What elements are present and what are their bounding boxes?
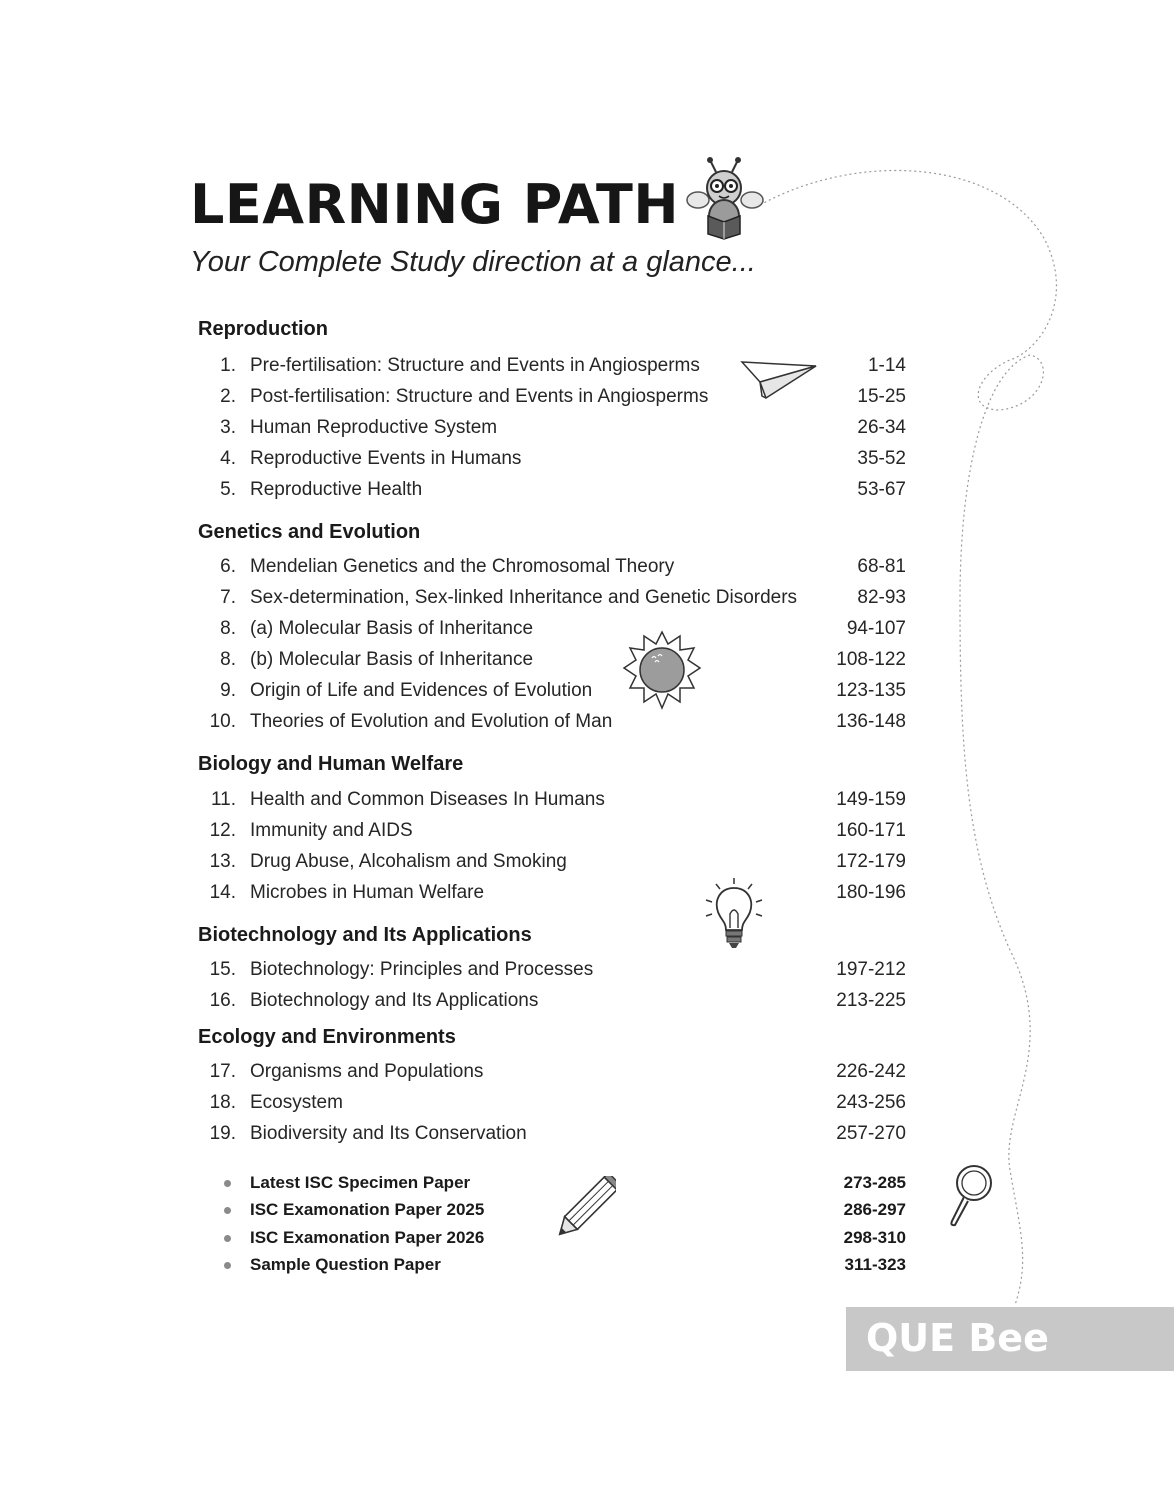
extra-paper-pages: 273-285 (843, 1173, 906, 1192)
brand-footer (846, 1307, 1174, 1371)
bee-icon (686, 156, 764, 240)
bullet-icon (224, 1207, 231, 1214)
chapter-pages: 243-256 (836, 1092, 906, 1113)
bullet-icon (224, 1262, 231, 1269)
chapter-name: (a) Molecular Basis of Inheritance (250, 618, 534, 639)
extra-paper-pages: 311-323 (844, 1255, 906, 1274)
bullet-icon (224, 1235, 231, 1242)
pencil-icon (550, 1176, 616, 1246)
chapter-name: Drug Abuse, Alcohalism and Smoking (250, 851, 567, 872)
sun-icon (622, 630, 702, 710)
chapter-row (200, 555, 906, 579)
chapter-row (200, 958, 906, 982)
chapter-name: Biodiversity and Its Conservation (250, 1123, 527, 1144)
chapter-pages: 160-171 (836, 820, 906, 841)
chapter-name: Health and Common Diseases In Humans (250, 789, 605, 810)
chapter-pages: 1-14 (867, 355, 906, 376)
chapter-row (200, 1122, 906, 1146)
chapter-pages: 53-67 (857, 479, 906, 500)
chapter-name: Pre-fertilisation: Structure and Events in Angiosperms (250, 355, 700, 376)
chapter-number: 11. (210, 789, 236, 810)
extra-paper-name: ISC Examonation Paper 2025 (250, 1200, 485, 1219)
chapter-name: Theories of Evolution and Evolution of Man (250, 711, 613, 732)
chapter-number: 8. (220, 618, 236, 639)
chapter-name: Sex-determination, Sex-linked Inheritance and Genetic Disorders (250, 587, 798, 608)
chapter-pages: 257-270 (836, 1123, 906, 1144)
chapter-pages: 213-225 (836, 990, 906, 1011)
chapter-row (200, 679, 906, 703)
chapter-name: Human Reproductive System (250, 417, 498, 438)
light-bulb-icon (702, 876, 766, 952)
chapter-number: 3. (220, 417, 236, 438)
chapter-name: Ecosystem (250, 1092, 343, 1113)
chapter-pages: 82-93 (857, 587, 906, 608)
chapter-number: 10. (209, 711, 236, 732)
chapter-pages: 94-107 (846, 618, 906, 639)
chapter-name: Reproductive Health (250, 479, 423, 500)
chapter-number: 5. (220, 479, 236, 500)
section-title-biotechnology: Biotechnology and Its Applications (198, 924, 532, 946)
chapter-pages: 172-179 (836, 851, 906, 872)
chapter-pages: 123-135 (836, 680, 906, 701)
chapter-name: (b) Molecular Basis of Inheritance (250, 649, 534, 670)
chapter-row (200, 617, 906, 641)
chapter-row (200, 648, 906, 672)
chapter-pages: 15-25 (857, 386, 906, 407)
chapter-number: 14. (209, 882, 236, 903)
extra-paper-pages: 286-297 (843, 1200, 906, 1219)
chapter-number: 15. (209, 959, 236, 980)
chapter-name: Organisms and Populations (250, 1061, 484, 1082)
chapter-name: Immunity and AIDS (250, 820, 413, 841)
chapter-row (200, 586, 906, 610)
extra-paper-name: Latest ISC Specimen Paper (250, 1173, 471, 1192)
chapter-number: 4. (220, 448, 236, 469)
chapter-row (200, 447, 906, 471)
chapter-number: 2. (220, 386, 236, 407)
chapter-number: 7. (220, 587, 236, 608)
chapter-row (200, 788, 906, 812)
section-title-reproduction: Reproduction (198, 318, 328, 340)
chapter-pages: 226-242 (836, 1061, 906, 1082)
chapter-name: Post-fertilisation: Structure and Events in Angiosperms (250, 386, 709, 407)
chapter-name: Biotechnology: Principles and Processes (250, 959, 594, 980)
paper-plane-icon (740, 358, 820, 402)
chapter-name: Reproductive Events in Humans (250, 448, 522, 469)
chapter-pages: 136-148 (836, 711, 906, 732)
chapter-name: Mendelian Genetics and the Chromosomal Theory (250, 556, 675, 577)
section-title-biology-welfare: Biology and Human Welfare (198, 753, 464, 775)
chapter-name: Origin of Life and Evidences of Evolution (250, 680, 593, 701)
bullet-icon (224, 1180, 231, 1187)
chapter-pages: 108-122 (836, 649, 906, 670)
chapter-pages: 68-81 (857, 556, 906, 577)
chapter-number: 12. (209, 820, 236, 841)
chapter-number: 13. (209, 851, 236, 872)
chapter-row (200, 819, 906, 843)
chapter-number: 19. (209, 1123, 236, 1144)
page-subtitle: Your Complete Study direction at a glance... (190, 246, 756, 278)
chapter-name: Biotechnology and Its Applications (250, 990, 539, 1011)
chapter-row (200, 478, 906, 502)
extra-paper-pages: 298-310 (843, 1228, 906, 1247)
chapter-row (200, 1060, 906, 1084)
chapter-number: 1. (220, 355, 236, 376)
chapter-number: 9. (220, 680, 236, 701)
chapter-name: Microbes in Human Welfare (250, 882, 485, 903)
chapter-row (200, 989, 906, 1013)
chapter-number: 8. (220, 649, 236, 670)
chapter-row (200, 850, 906, 874)
chapter-row (200, 881, 906, 905)
chapter-pages: 197-212 (836, 959, 906, 980)
chapter-pages: 26-34 (857, 417, 906, 438)
chapter-number: 6. (220, 556, 236, 577)
chapter-row (200, 710, 906, 734)
chapter-pages: 180-196 (836, 882, 906, 903)
section-title-genetics: Genetics and Evolution (198, 521, 421, 543)
chapter-pages: 35-52 (857, 448, 906, 469)
chapter-row (200, 416, 906, 440)
extra-paper-name: Sample Question Paper (250, 1255, 441, 1274)
chapter-row (200, 1091, 906, 1115)
chapter-pages: 149-159 (836, 789, 906, 810)
extra-paper-name: ISC Examonation Paper 2026 (250, 1228, 485, 1247)
magnifier-icon (946, 1163, 996, 1229)
chapter-number: 17. (209, 1061, 236, 1082)
page-title: LEARNING PATH (190, 173, 680, 236)
chapter-number: 18. (209, 1092, 236, 1113)
extra-paper-row (200, 1253, 906, 1277)
chapter-number: 16. (209, 990, 236, 1011)
section-title-ecology: Ecology and Environments (198, 1026, 456, 1048)
brand-label: QUE Bee (866, 1316, 1049, 1360)
